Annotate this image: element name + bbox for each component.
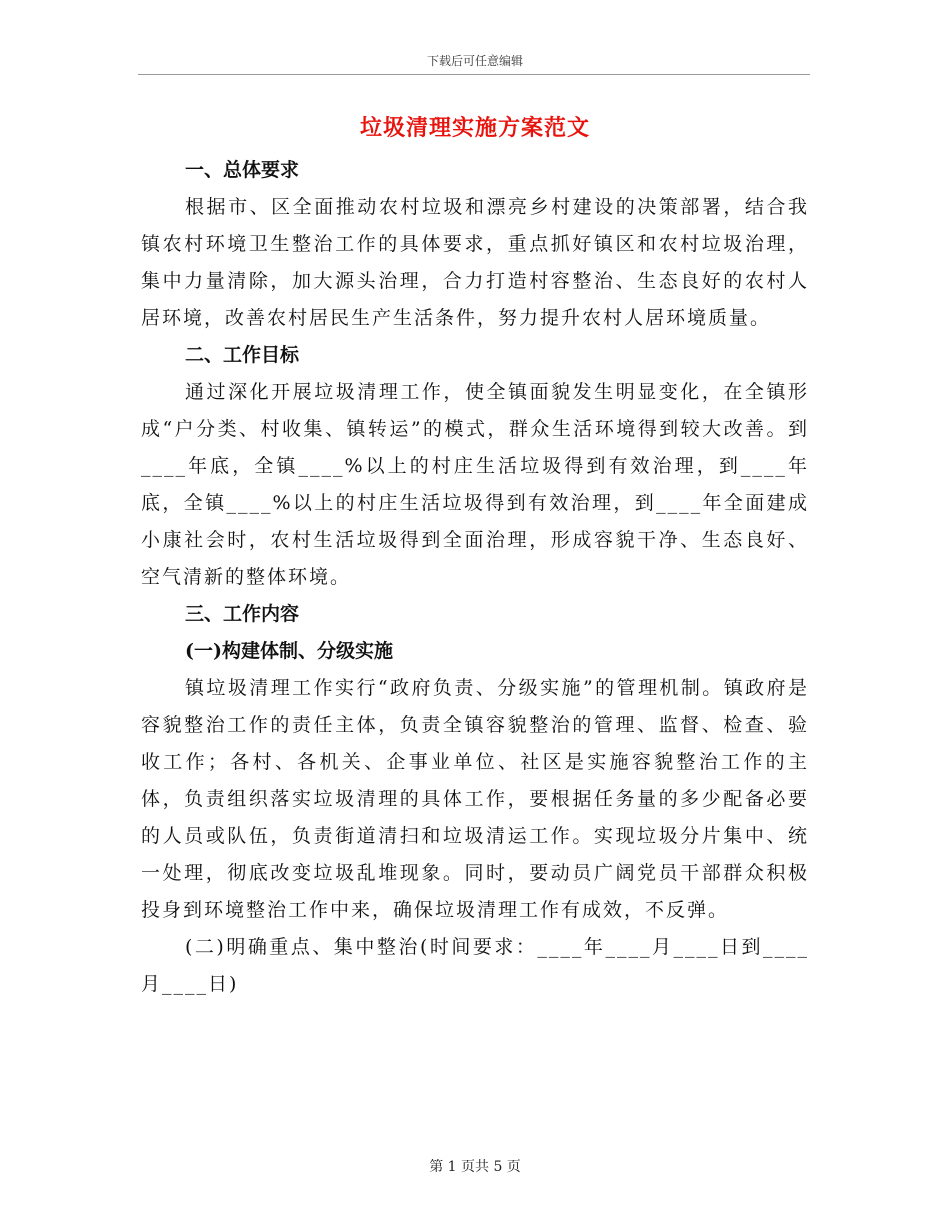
page-number: 第 1 页共 5 页 — [429, 1159, 521, 1175]
subsection-heading-system: (一)构建体制、分级实施 — [185, 640, 393, 662]
paragraph-general-requirements: 根据市、区全面推动农村垃圾和漂亮乡村建设的决策部署，结合我镇农村环境卫生整治工作的具体要求，重点抓好镇区和农村垃圾治理，集中力量清除，加大源头治理，合力打造村容整治、生态良好的农村人居环境，改善农村居民生产生活条件，努力提升农村人居环境质量。 — [141, 196, 809, 329]
paragraph-work-goals: 通过深化开展垃圾清理工作，使全镇面貌发生明显变化，在全镇形成“户分类、村收集、镇转运”的模式，群众生活环境得到较大改善。到____年底，全镇____%以上的村庄生活垃圾得到有效治理，到____年底，全镇____%以上的村庄生活垃圾得到有效治理，到____年全面建成小康社会时，农村生活垃圾得到全面治理，形成容貌干净、生态良好、空气清新的整体环境。 — [141, 381, 809, 588]
header-note: 下载后可任意编辑 — [426, 54, 523, 68]
section-heading-work-content: 三、工作内容 — [185, 603, 300, 625]
paragraph-system: 镇垃圾清理工作实行“政府负责、分级实施”的管理机制。镇政府是容貌整治工作的责任主体，负责全镇容貌整治的管理、监督、检查、验收工作；各村、各机关、企事业单位、社区是实施容貌整治工作的主体，负责组织落实垃圾清理的具体工作，要根据任务量的多少配备必要的人员或队伍，负责街道清扫和垃圾清运工作。实现垃圾分片集中、统一处理，彻底改变垃圾乱堆现象。同时，要动员广阔党员干部群众积极投身到环境整治工作中来，确保垃圾清理工作有成效，不反弹。 — [141, 677, 809, 921]
document-page — [141, 110, 809, 1003]
document-title: 垃圾清理实施方案范文 — [359, 115, 590, 141]
section-heading-work-goals: 二、工作目标 — [185, 344, 300, 366]
paragraph-focus-rectification: (二)明确重点、集中整治(时间要求：____年____月____日到____月____日) — [141, 936, 809, 995]
header-divider — [138, 74, 810, 75]
section-heading-general-requirements: 一、总体要求 — [185, 159, 300, 181]
